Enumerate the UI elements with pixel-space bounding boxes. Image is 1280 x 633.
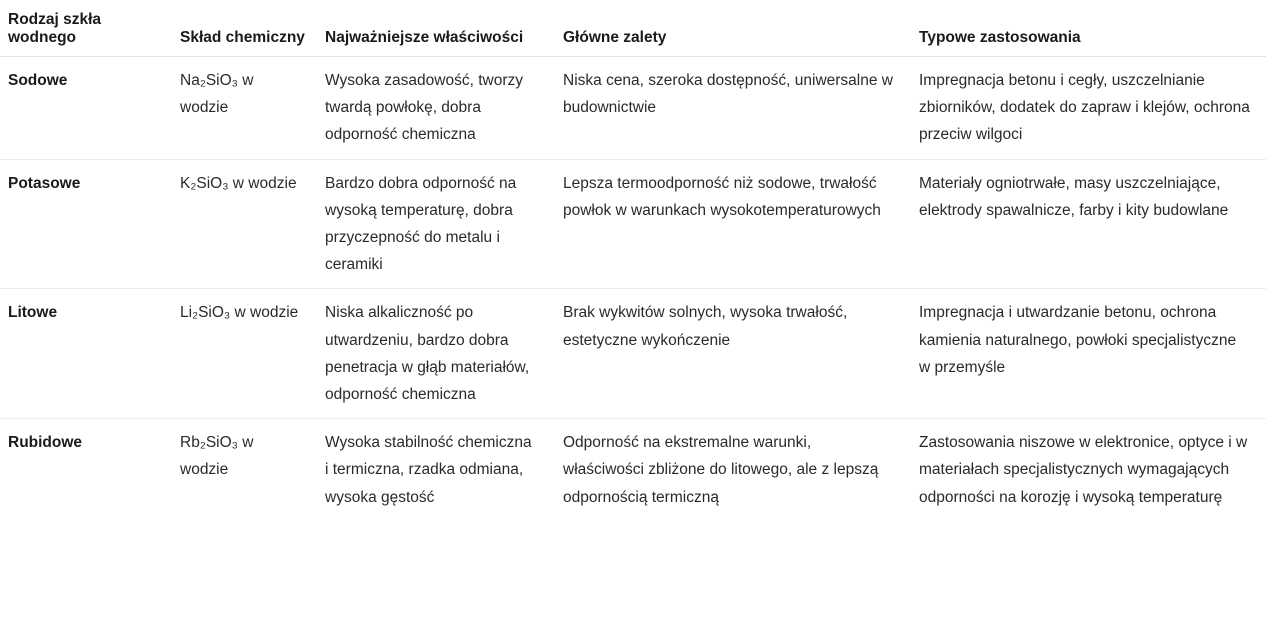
cell-type: Rubidowe	[8, 434, 83, 452]
cell-properties: Bardzo dobra odporność na wysoką temperaturę, dobra przyczepność do metalu i ceramiki	[317, 159, 555, 289]
table-row	[0, 419, 1266, 521]
cell-properties: Wysoka stabilność chemiczna i termiczna, rzadka odmiana, wysoka gęstość	[325, 434, 532, 506]
cell-advantages: Lepsza termoodporność niż sodowe, trwałość powłok w warunkach wysokotemperaturowych	[555, 159, 911, 289]
header-applications: Typowe zastosowania	[911, 0, 1266, 57]
header-advantages: Główne zalety	[555, 0, 911, 57]
table-header	[0, 0, 1266, 57]
cell-advantages: Brak wykwitów solnych, wysoka trwałość, estetyczne wykończenie	[555, 289, 911, 419]
cell-properties: Wysoka zasadowość, tworzy twardą powłokę, dobra odporność chemiczna	[317, 57, 555, 160]
header-composition: Skład chemiczny	[172, 0, 317, 57]
table-row	[0, 159, 1266, 289]
cell-composition: Na₂SiO₃ w wodzie	[172, 57, 317, 160]
cell-type: Potasowe	[0, 159, 172, 289]
cell-applications: Materiały ogniotrwałe, masy uszczelniające, elektrody spawalnicze, farby i kity budowlane	[911, 159, 1266, 289]
table-row	[0, 57, 1266, 160]
cell-applications: Zastosowania niszowe w elektronice, optyce i w materiałach specjalistycznych wymagających odporności na korozję i wysoką temperaturę	[919, 434, 1248, 506]
header-type: Rodzaj szkła wodnego	[0, 0, 172, 57]
table-body	[0, 57, 1266, 521]
table-row	[0, 289, 1266, 419]
cell-composition: Li₂SiO₃ w wodzie	[172, 289, 317, 419]
header-row	[0, 0, 1266, 57]
cell-applications: Impregnacja betonu i cegły, uszczelnianie zbiorników, dodatek do zapraw i klejów, ochrona przeciw wilgoci	[911, 57, 1266, 160]
cell-advantages: Odporność na ekstremalne warunki, właściwości zbliżone do litowego, ale z lepszą odpornością termiczną	[563, 434, 879, 506]
cell-applications: Impregnacja i utwardzanie betonu, ochrona kamienia naturalnego, powłoki specjalistyczne w przemyśle	[911, 289, 1266, 419]
cell-type: Litowe	[0, 289, 172, 419]
header-properties: Najważniejsze właściwości	[317, 0, 555, 57]
cell-properties: Niska alkaliczność po utwardzeniu, bardzo dobra penetracja w głąb materiałów, odporność chemiczna	[317, 289, 555, 419]
cell-composition: Rb₂SiO₃ w wodzie	[180, 434, 254, 479]
cell-advantages: Niska cena, szeroka dostępność, uniwersalne w budownictwie	[555, 57, 911, 160]
cell-type: Sodowe	[0, 57, 172, 160]
cell-composition: K₂SiO₃ w wodzie	[172, 159, 317, 289]
